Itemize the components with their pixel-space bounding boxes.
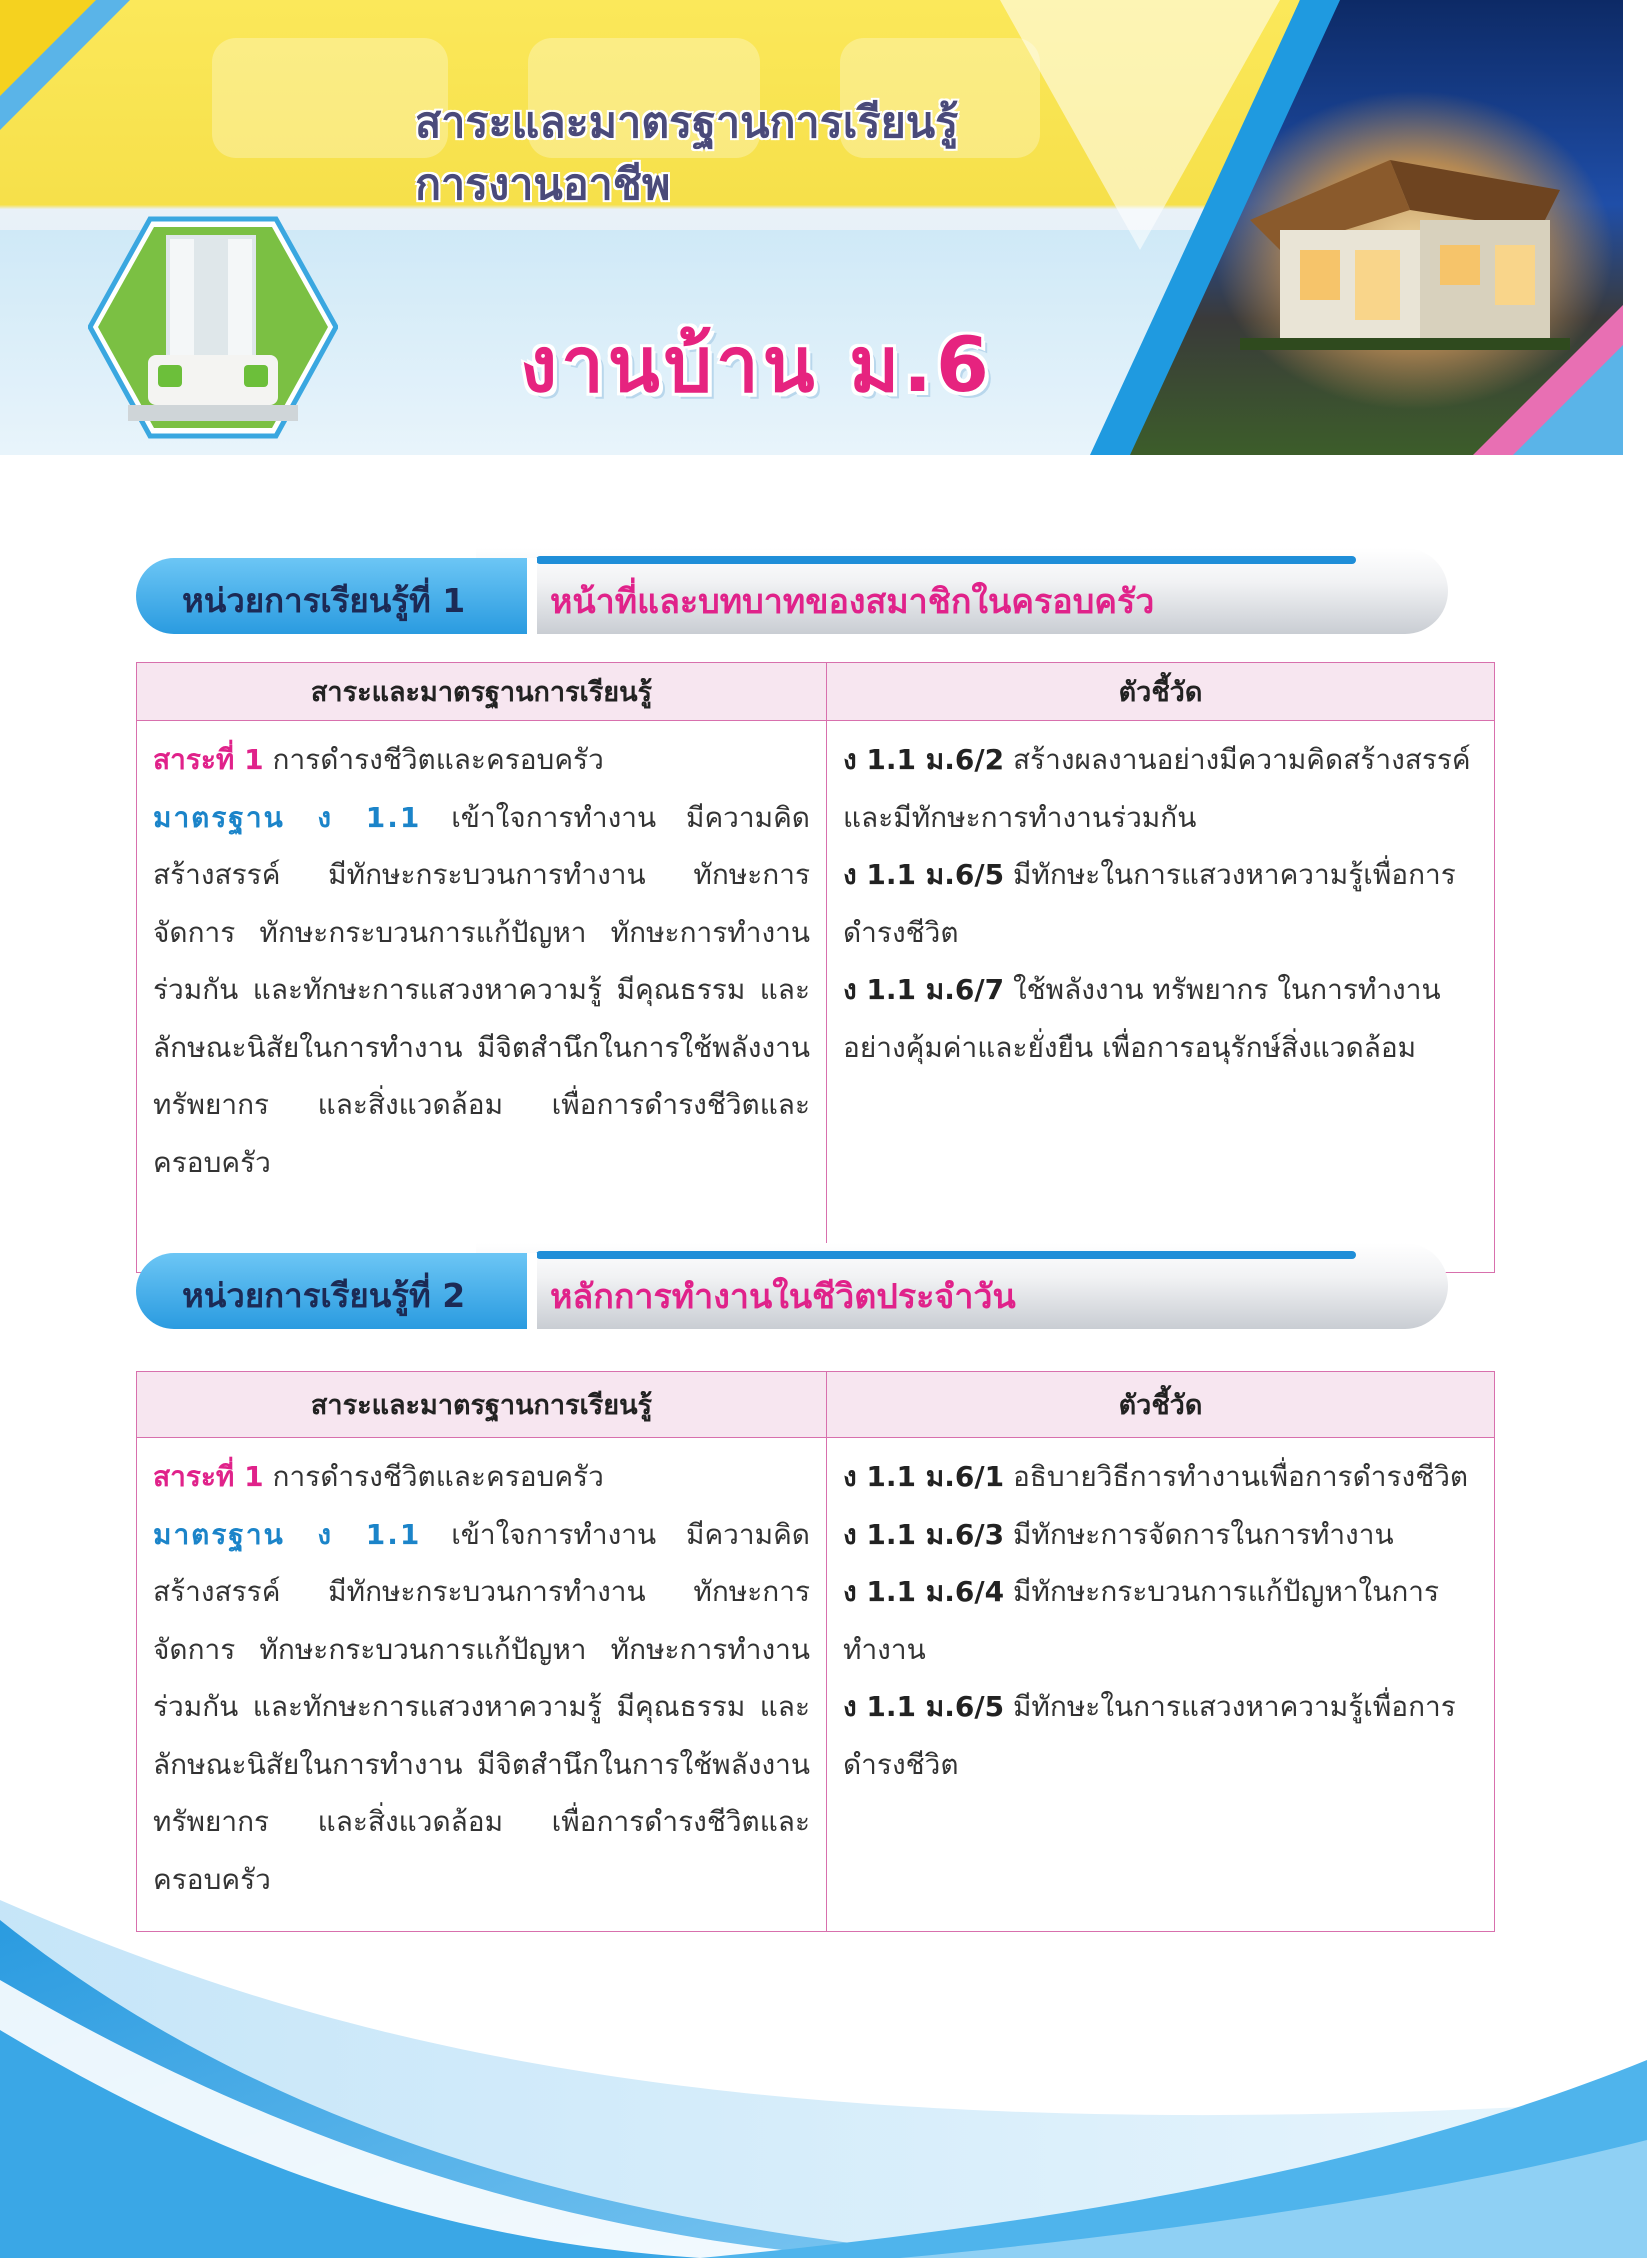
banner-title <box>415 92 958 216</box>
indicator-code: ง 1.1 ม.6/2 <box>843 743 1005 776</box>
indicator-item <box>843 961 1478 1076</box>
col-header-indicators: ตัวชี้วัด <box>827 1372 1495 1438</box>
indicator-item <box>843 1678 1478 1793</box>
strand-text: การดำรงชีวิตและครอบครัว <box>272 743 604 776</box>
indicators-cell <box>827 721 1495 1273</box>
unit-1-standards-table <box>136 662 1495 1273</box>
unit-bar-accent-line <box>536 556 1356 564</box>
unit-1-title: หน้าที่และบทบาทของสมาชิกในครอบครัว <box>550 582 1155 622</box>
indicator-code: ง 1.1 ม.6/7 <box>843 973 1005 1006</box>
indicator-code: ง 1.1 ม.6/4 <box>843 1575 1005 1608</box>
standard-text: เข้าใจการทำงาน มีความคิดสร้างสรรค์ มีทักษะกระบวนการทำงาน ทักษะการจัดการ ทักษะกระบวนการแก้ปัญหา ทักษะการทำงานร่วมกัน และทักษะการแสวงหาความรู้ มีคุณธรรม และลักษณะนิสัยในการทำงาน มีจิตสำนึกในการใช้พลังงาน ทรัพยากร และสิ่งแวดล้อม เพื่อการดำรงชีวิตและครอบครัว <box>153 1517 810 1896</box>
unit-bar-accent-line <box>536 1251 1356 1259</box>
standards-cell <box>137 1438 827 1932</box>
col-header-standards: สาระและมาตรฐานการเรียนรู้ <box>137 1372 827 1438</box>
standard-text: เข้าใจการทำงาน มีความคิดสร้างสรรค์ มีทักษะกระบวนการทำงาน ทักษะการจัดการ ทักษะกระบวนการแก้ปัญหา ทักษะการทำงานร่วมกัน และทักษะการแสวงหาความรู้ มีคุณธรรม และลักษณะนิสัยในการทำงาน มีจิตสำนึกในการใช้พลังงาน ทรัพยากร และสิ่งแวดล้อม เพื่อการดำรงชีวิตและครอบครัว <box>153 800 810 1179</box>
indicator-text: มีทักษะกระบวนการแก้ปัญหาในการทำงาน <box>843 1575 1440 1666</box>
strand-text: การดำรงชีวิตและครอบครัว <box>272 1460 604 1493</box>
col-header-standards: สาระและมาตรฐานการเรียนรู้ <box>137 663 827 721</box>
standard-label: มาตรฐาน ง 1.1 <box>153 800 422 834</box>
indicator-text: ใช้พลังงาน ทรัพยากร ในการทำงานอย่างคุ้มค่าและยั่งยืน เพื่อการอนุรักษ์สิ่งแวดล้อม <box>843 973 1441 1064</box>
banner-title-line2: การงานอาชีพ <box>415 160 671 210</box>
banner-deco-pill <box>212 38 448 158</box>
indicator-text: มีทักษะในการแสวงหาความรู้เพื่อการดำรงชีวิต <box>843 858 1456 949</box>
indicator-text: สร้างผลงานอย่างมีความคิดสร้างสรรค์และมีทักษะการทำงานร่วมกัน <box>843 743 1471 834</box>
standard-label: มาตรฐาน ง 1.1 <box>153 1517 422 1551</box>
banner-title-line1: สาระและมาตรฐานการเรียนรู้ <box>415 98 959 148</box>
indicator-code: ง 1.1 ม.6/5 <box>843 1690 1005 1723</box>
indicator-code: ง 1.1 ม.6/1 <box>843 1460 1005 1493</box>
indicator-item <box>843 1448 1478 1506</box>
strand-label: สาระที่ 1 <box>153 743 264 776</box>
col-header-indicators: ตัวชี้วัด <box>827 663 1495 721</box>
indicator-text: มีทักษะการจัดการในการทำงาน <box>1012 1517 1394 1551</box>
bottom-wave-decoration <box>0 1860 1647 2258</box>
standards-cell <box>137 721 827 1273</box>
indicator-item <box>843 846 1478 961</box>
banner-corner-blue-bottom <box>1513 345 1623 455</box>
unit-1-header-bar <box>136 548 1448 634</box>
indicator-item <box>843 1506 1478 1564</box>
indicator-code: ง 1.1 ม.6/3 <box>843 1517 1005 1551</box>
unit-2-label: หน่วยการเรียนรู้ที่ 2 <box>182 1276 466 1315</box>
banner-main-title: งานบ้าน ม.6 <box>520 320 993 409</box>
indicator-item <box>843 731 1478 846</box>
indicators-cell <box>827 1438 1495 1932</box>
living-room-hexagon <box>88 215 338 440</box>
indicator-text: อธิบายวิธีการทำงานเพื่อการดำรงชีวิต <box>1012 1460 1469 1493</box>
unit-2-header-bar <box>136 1243 1448 1329</box>
unit-2-title: หลักการทำงานในชีวิตประจำวัน <box>550 1277 1016 1317</box>
unit-bar-separator <box>527 1253 537 1329</box>
banner-corner-yellow <box>0 0 96 96</box>
header-banner <box>0 0 1623 455</box>
indicator-text: มีทักษะในการแสวงหาความรู้เพื่อการดำรงชีวิต <box>843 1690 1456 1781</box>
unit-2-standards-table <box>136 1371 1495 1932</box>
indicator-item <box>843 1563 1478 1678</box>
strand-label: สาระที่ 1 <box>153 1460 264 1493</box>
unit-1-label: หน่วยการเรียนรู้ที่ 1 <box>182 581 466 620</box>
indicator-code: ง 1.1 ม.6/5 <box>843 858 1005 891</box>
unit-bar-separator <box>527 558 537 634</box>
